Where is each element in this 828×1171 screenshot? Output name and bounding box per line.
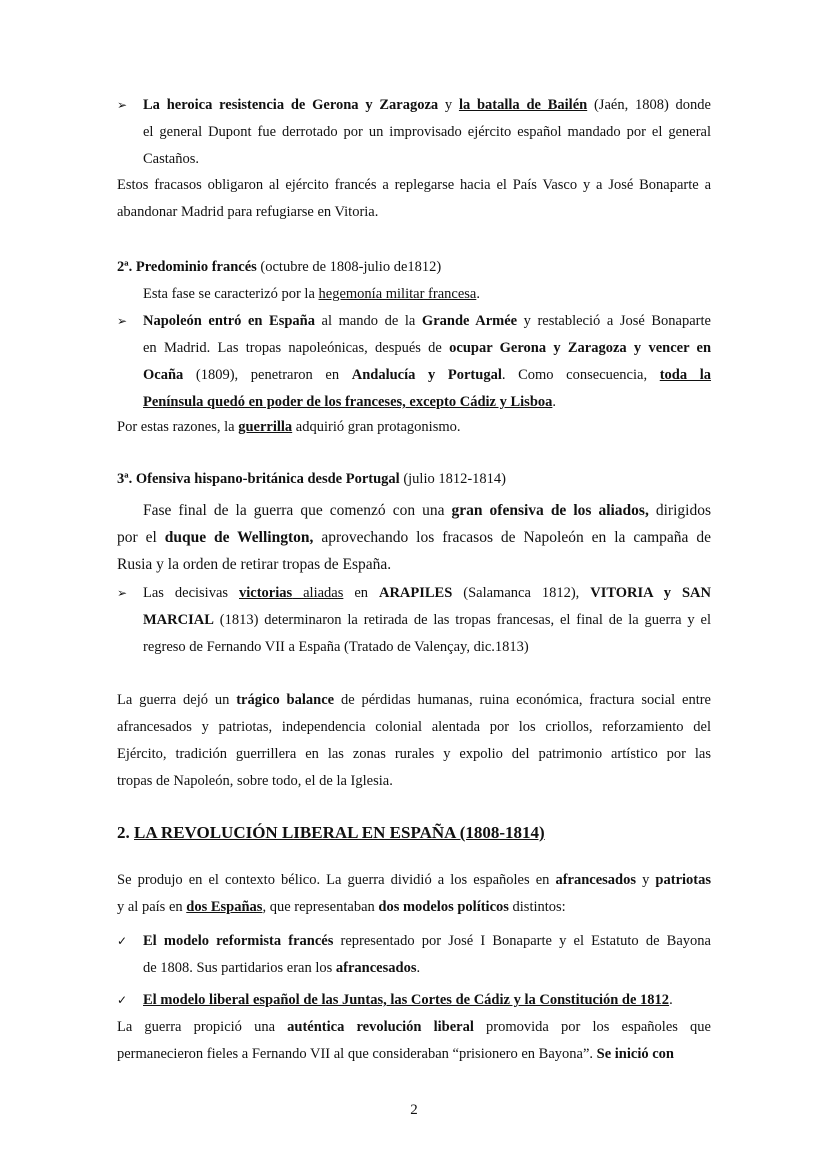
text-line <box>117 308 711 335</box>
text-run: afrancesados y patriotas, independencia colonial alentada por los criollos, reforzamiento del <box>117 719 711 735</box>
text-run: Ocaña <box>143 367 184 383</box>
text-run: dos Españas <box>186 899 263 915</box>
text-line <box>117 281 711 308</box>
heading-ofensiva <box>117 466 711 493</box>
text-run: (julio 1812-1814) <box>399 471 507 487</box>
text-run: trágico balance <box>236 692 335 708</box>
text-run: victorias <box>239 585 293 601</box>
text-run: Se produjo en el contexto bélico. La guerra dividió a los españoles en <box>117 872 556 888</box>
text-run: 2. <box>117 823 134 842</box>
text-run: ocupar Gerona y Zaragoza y vencer en <box>449 340 712 356</box>
text-line <box>117 551 711 578</box>
text-run: El modelo liberal español de las Juntas, las Cortes de Cádiz y la Constitución de 1812 <box>143 992 670 1008</box>
text-run: Fase final de la guerra que comenzó con una <box>143 502 452 519</box>
text-line <box>117 335 711 362</box>
checkmark-bullet-icon: ✓ <box>117 993 128 1007</box>
arrow-bullet-icon: ➢ <box>117 586 128 600</box>
text-run: auténtica revolución liberal <box>287 1019 474 1035</box>
paragraph-balance <box>117 687 711 795</box>
text-line <box>117 389 711 416</box>
text-line <box>117 634 711 661</box>
text-line <box>117 894 711 921</box>
paragraph-contexto <box>117 867 711 921</box>
paragraph-fase-final <box>117 497 711 578</box>
text-run: distintos: <box>508 899 566 915</box>
text-run: Ejército, tradición guerrillera en las zonas rurales y expolio del patrimonio artístico por las <box>117 746 711 762</box>
text-run: La guerra dejó un <box>117 692 237 708</box>
text-run: 3ª. Ofensiva hispano-británica desde Portugal <box>117 471 400 487</box>
text-run: la batalla de Bailén <box>458 97 588 113</box>
text-run: de pérdidas humanas, ruina económica, fractura social entre <box>334 692 711 708</box>
text-run: . <box>416 960 421 976</box>
text-run: VITORIA y SAN <box>590 585 711 601</box>
text-run: hegemonía militar francesa <box>318 286 477 302</box>
text-line <box>117 714 711 741</box>
text-run: . <box>669 992 673 1008</box>
text-run: dirigidos <box>648 502 711 519</box>
paragraph-guerrilla <box>117 414 711 441</box>
text-line <box>117 955 711 982</box>
text-run: duque de Wellington, <box>164 529 314 546</box>
text-line <box>117 119 711 146</box>
bullet-napoleon <box>117 308 711 416</box>
text-line <box>117 819 711 846</box>
text-run: Rusia y la orden de retirar tropas de España. <box>117 556 392 573</box>
paragraph-fracasos <box>117 172 711 226</box>
text-run: por el <box>117 529 165 546</box>
text-line <box>117 362 711 389</box>
text-run: guerrilla <box>238 419 293 435</box>
text-line <box>117 172 711 199</box>
text-run: 2ª. Predominio francés <box>117 259 257 275</box>
text-run: Grande Armée <box>421 313 518 329</box>
text-run: y <box>636 872 656 888</box>
text-line <box>117 741 711 768</box>
text-run: y <box>438 97 459 113</box>
text-line <box>117 928 711 955</box>
text-run: afrancesados <box>555 872 637 888</box>
text-run: MARCIAL <box>143 612 214 628</box>
paragraph-hegemonia <box>117 281 711 308</box>
text-line <box>117 254 711 281</box>
text-run: (octubre de 1808-julio de1812) <box>256 259 442 275</box>
text-run: . <box>476 286 480 302</box>
text-run: en <box>343 585 379 601</box>
text-line <box>117 687 711 714</box>
text-run: Península quedó en poder de los franceses, excepto Cádiz y Lisboa <box>143 394 553 410</box>
text-run: aprovechando los fracasos de Napoleón en la campaña de <box>313 529 711 546</box>
text-run: (Jaén, 1808) donde <box>587 97 711 113</box>
text-line <box>117 414 711 441</box>
text-line <box>117 580 711 607</box>
text-line <box>117 497 711 524</box>
text-line <box>117 607 711 634</box>
checkmark-bullet-icon: ✓ <box>117 934 128 948</box>
arrow-bullet-icon: ➢ <box>117 98 128 112</box>
text-line <box>117 146 711 173</box>
bullet-bailen <box>117 92 711 173</box>
text-run: El modelo reformista francés <box>143 933 334 949</box>
text-run: el general Dupont fue derrotado por un improvisado ejército español mandado por el general <box>143 124 711 140</box>
text-run: Andalucía y Portugal <box>351 367 502 383</box>
arrow-bullet-icon: ➢ <box>117 314 128 328</box>
text-run: , que representaban <box>262 899 379 915</box>
text-run: ARAPILES <box>378 585 453 601</box>
text-run: y al país en <box>117 899 187 915</box>
text-run: representado por José I Bonaparte y el Estatuto de Bayona <box>333 933 711 949</box>
text-run: permanecieron fieles a Fernando VII al que consideraban “prisionero en Bayona”. <box>117 1046 597 1062</box>
check-modelo-reformista <box>117 928 711 982</box>
text-line <box>117 466 711 493</box>
text-run: (Salamanca 1812), <box>452 585 591 601</box>
text-line <box>117 987 711 1014</box>
text-line <box>117 1041 711 1068</box>
text-run: gran ofensiva de los aliados, <box>451 502 649 519</box>
bullet-victorias <box>117 580 711 661</box>
text-run: LA REVOLUCIÓN LIBERAL EN ESPAÑA (1808-1814) <box>134 823 545 842</box>
text-run: adquirió gran protagonismo. <box>292 419 461 435</box>
text-run: Napoleón entró en España <box>143 313 315 329</box>
text-run: patriotas <box>655 872 712 888</box>
text-run: toda la <box>659 367 712 383</box>
page-number: 2 <box>410 1102 418 1118</box>
text-run: al mando de la <box>314 313 422 329</box>
paragraph-revolucion <box>117 1014 711 1068</box>
text-line <box>117 524 711 551</box>
text-run: Castaños. <box>143 151 199 167</box>
text-run: . Como consecuencia, <box>501 367 660 383</box>
text-run: abandonar Madrid para refugiarse en Vitoria. <box>117 204 379 220</box>
text-line <box>117 1014 711 1041</box>
text-run: en Madrid. Las tropas napoleónicas, después de <box>143 340 450 356</box>
text-line <box>117 199 711 226</box>
text-run: dos modelos políticos <box>378 899 509 915</box>
text-line <box>117 92 711 119</box>
text-run: Las decisivas <box>143 585 239 601</box>
text-line <box>117 867 711 894</box>
text-run: (1809), penetraron en <box>183 367 352 383</box>
text-run: de 1808. Sus partidarios eran los <box>143 960 336 976</box>
section-heading-revolucion-liberal <box>117 819 711 846</box>
text-run: Esta fase se caracterizó por la <box>143 286 319 302</box>
text-run: promovida por los españoles que <box>473 1019 711 1035</box>
text-run: Se inició con <box>596 1046 674 1062</box>
text-run: Estos fracasos obligaron al ejército francés a replegarse hacia el País Vasco y a José Bonaparte a <box>117 177 711 193</box>
text-run: La guerra propició una <box>117 1019 288 1035</box>
heading-predominio-frances <box>117 254 711 281</box>
text-run: La heroica resistencia de Gerona y Zaragoza <box>143 97 439 113</box>
text-run: tropas de Napoleón, sobre todo, el de la Iglesia. <box>117 773 393 789</box>
text-run: y restableció a José Bonaparte <box>517 313 711 329</box>
text-run: afrancesados <box>335 960 417 976</box>
text-run: aliadas <box>292 585 344 601</box>
text-run: . <box>552 394 557 410</box>
text-line <box>117 768 711 795</box>
text-run: (1813) determinaron la retirada de las tropas francesas, el final de la guerra y el <box>213 612 711 628</box>
check-modelo-liberal <box>117 987 711 1014</box>
text-run: regreso de Fernando VII a España (Tratado de Valençay, dic.1813) <box>143 639 529 655</box>
text-run: Por estas razones, la <box>117 419 239 435</box>
